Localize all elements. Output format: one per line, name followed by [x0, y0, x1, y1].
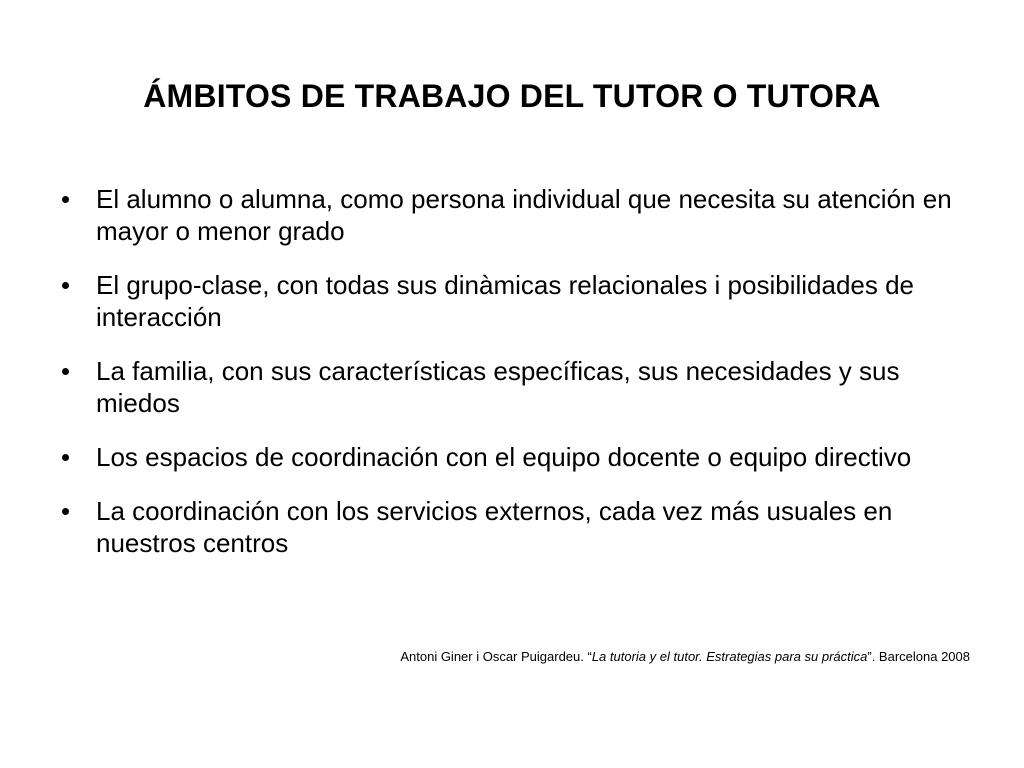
slide-title: ÁMBITOS DE TRABAJO DEL TUTOR O TUTORA	[143, 78, 881, 114]
bullet-icon	[62, 508, 69, 515]
citation-authors: Antoni Giner i Oscar Puigardeu. “	[400, 649, 592, 664]
bullet-text: La coordinación con los servicios externos, cada vez más usuales en nuestros centros	[96, 496, 893, 558]
bullet-text: El grupo-clase, con todas sus dinàmicas relacionales i posibilidades de interacción	[96, 270, 915, 332]
bullet-text: La familia, con sus características específicas, sus necesidades y sus miedos	[96, 356, 900, 418]
bullet-icon	[62, 196, 69, 203]
citation-closing: ”. Barcelona 2008	[867, 649, 970, 664]
list-item	[60, 355, 990, 419]
list-item	[60, 441, 990, 473]
bullet-icon	[62, 454, 69, 461]
bullet-icon	[62, 282, 69, 289]
list-item	[60, 495, 990, 559]
bullet-list	[60, 183, 990, 581]
bullet-text: Los espacios de coordinación con el equipo docente o equipo directivo	[96, 442, 912, 472]
citation	[400, 648, 970, 666]
list-item	[60, 183, 990, 247]
bullet-icon	[62, 368, 69, 375]
list-item	[60, 269, 990, 333]
citation-book-title: La tutoria y el tutor. Estrategias para su práctica	[591, 649, 868, 664]
bullet-text: El alumno o alumna, como persona individual que necesita su atención en mayor o menor grado	[96, 184, 952, 246]
